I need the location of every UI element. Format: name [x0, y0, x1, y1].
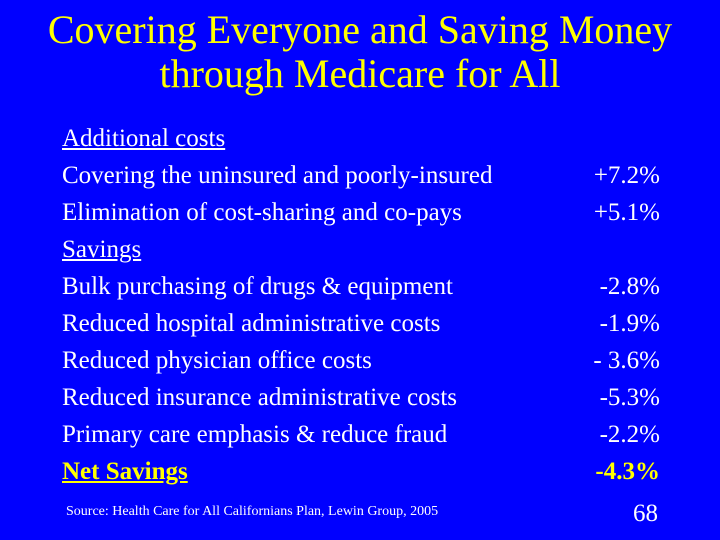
- page-number: 68: [633, 500, 658, 527]
- row-label: Bulk purchasing of drugs & equipment: [62, 273, 453, 300]
- row-label: Reduced insurance administrative costs: [62, 384, 458, 411]
- row-value: +7.2%: [593, 162, 660, 189]
- title-line-2: through Medicare for All: [159, 51, 561, 96]
- slide-title: [0, 8, 720, 96]
- heading-label: Additional costs: [62, 125, 226, 152]
- row-label: Elimination of cost-sharing and co-pays: [62, 199, 462, 226]
- row-value: -2.8%: [599, 273, 660, 300]
- title-line-1: Covering Everyone and Saving Money: [47, 7, 673, 52]
- row-label: Reduced physician office costs: [62, 347, 372, 374]
- net-savings-value: -4.3%: [595, 458, 660, 485]
- row-value: - 3.6%: [593, 347, 660, 374]
- row-value: -5.3%: [599, 384, 660, 411]
- row-label: Primary care emphasis & reduce fraud: [62, 421, 448, 448]
- row-value: -1.9%: [599, 310, 660, 337]
- row-label: Covering the uninsured and poorly-insured: [62, 162, 493, 189]
- row-value: -2.2%: [599, 421, 660, 448]
- row-value: +5.1%: [593, 199, 660, 226]
- source-citation: Source: Health Care for All Californians Plan, Lewin Group, 2005: [66, 504, 439, 519]
- heading-label: Savings: [62, 236, 142, 263]
- row-label: Reduced hospital administrative costs: [62, 310, 441, 337]
- net-savings-label: Net Savings: [62, 458, 188, 485]
